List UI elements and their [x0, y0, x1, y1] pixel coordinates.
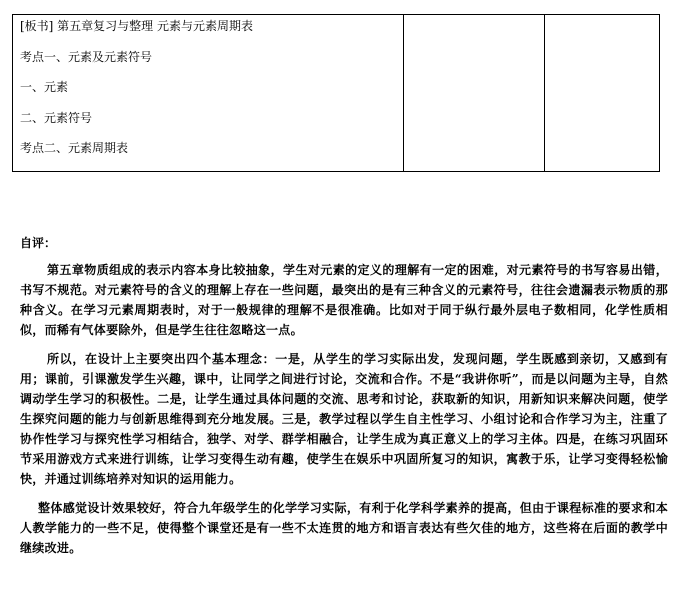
section-element-symbol: 二、元素符号	[20, 110, 93, 125]
empty-right-cell	[545, 15, 660, 172]
blackboard-table	[12, 14, 660, 172]
review-paragraph-2: 所以，在设计上主要突出四个基本理念：一是，从学生的学习实际出发，发现问题，学生既感到亲切，又感到有用；课前，引课激发学生兴趣，课中，让同学之间进行讨论，交流和合作。不是“我讲你听”，而是以问题为主导，自然调动学生学习的积极性。二是，让学生通过具体问题的交流、思考和讨论，获取新的知识，用新知识来解决问题，使学生探究问题的能力与创新思维得到充分地发展。三是，教学过程以学生自主性学习、小组讨论和合作学习为主，注重了协作性学习与探究性学习相结合，独学、对学、群学相融合，让学生成为真正意义上的学习主体。四是，在练习巩固环节采用游戏方式来进行训练，让学习变得生动有趣，使学生在娱乐中巩固所复习的知识，寓教于乐，让学习变得轻松愉快，并通过训练培养对知识的运用能力。	[20, 352, 668, 486]
review-paragraph-1: 第五章物质组成的表示内容本身比较抽象，学生对元素的定义的理解有一定的困难，对元素符号的书写容易出错，书写不规范。对元素符号的含义的理解上存在一些问题，最突出的是有三种含义的元素符号，往往会遗漏表示物质的那种含义。在学习元素周期表时，对于一般规律的理解不是很准确。比如对于同于纵行最外层电子数相同，化学性质相似，而稀有气体要除外，但是学生往往忽略这一点。	[20, 263, 668, 337]
section-element: 一、元素	[20, 80, 69, 94]
empty-middle-cell	[404, 15, 545, 172]
blackboard-title: [板书] 第五章复习与整理 元素与元素周期表	[20, 19, 253, 33]
self-review-section	[20, 234, 668, 567]
blackboard-content-cell	[13, 15, 404, 172]
exam-point-one: 考点一、元素及元素符号	[20, 49, 153, 64]
table-row	[13, 15, 660, 172]
blackboard-lines	[13, 15, 403, 156]
review-paragraph-3: 整体感觉设计效果较好，符合九年级学生的化学学习实际，有利于化学科学素养的提高，但由于课程标准的要求和本人教学能力的一些不足，使得整个课堂还是有一些不太连贯的地方和语言表达有些欠佳的地方，这些将在后面的教学中继续改进。	[20, 501, 668, 555]
exam-point-two: 考点二、元素周期表	[20, 141, 129, 155]
self-review-heading: 自评：	[20, 236, 57, 250]
